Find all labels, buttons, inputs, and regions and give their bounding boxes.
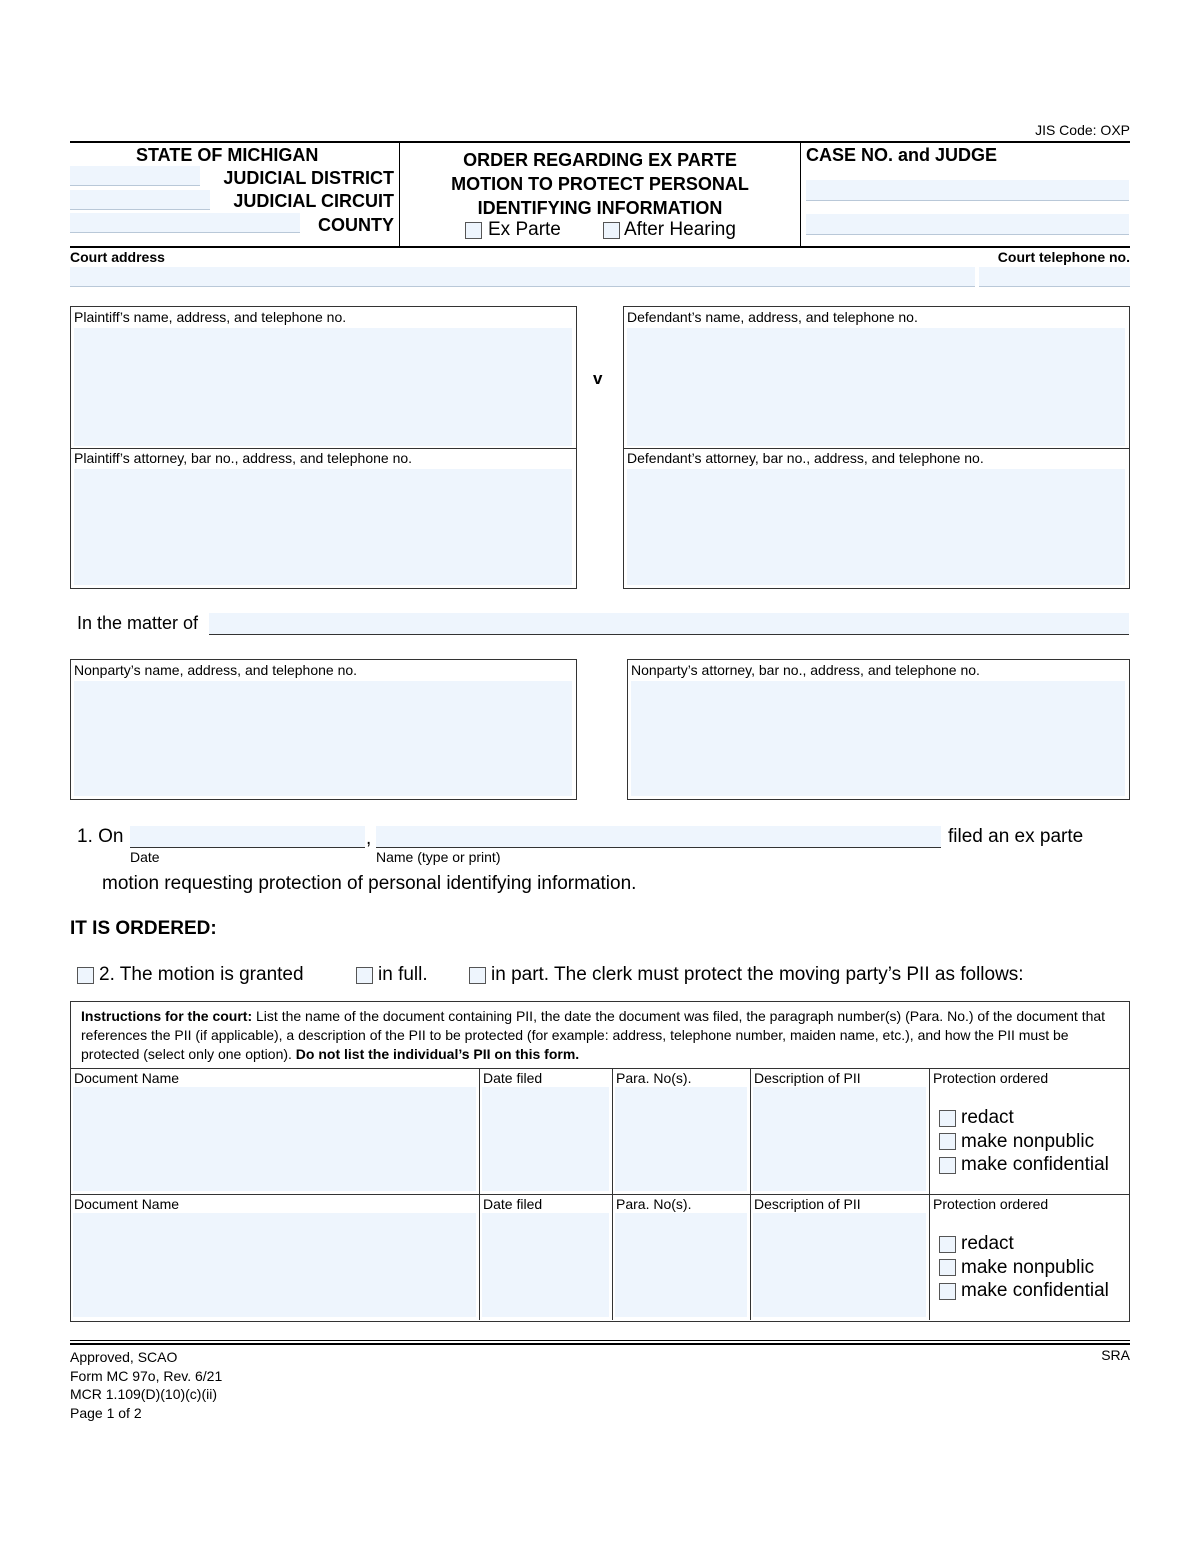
protection-option-redact[interactable]: [939, 1233, 1014, 1255]
title-line-1: ORDER REGARDING EX PARTE: [463, 150, 737, 170]
protection-option-label: make nonpublic: [961, 1130, 1095, 1152]
item2-in-full-checkbox[interactable]: [356, 967, 373, 984]
versus-label: v: [593, 369, 603, 388]
item1-date-caption: Date: [130, 849, 160, 865]
defendant-input[interactable]: [627, 328, 1125, 446]
instructions-text: [81, 1007, 1121, 1064]
header-divider-right: [800, 141, 801, 247]
item1-date-input[interactable]: [130, 826, 365, 848]
county-label: COUNTY: [318, 215, 394, 235]
defendant-attorney-input[interactable]: [627, 469, 1125, 585]
circuit-label: JUDICIAL CIRCUIT: [233, 191, 394, 211]
protection-option-make-nonpublic[interactable]: [939, 1131, 1094, 1153]
item1-comma: ,: [366, 828, 372, 849]
nonparty-attorney-input[interactable]: [631, 681, 1125, 796]
pii-column-label: Date filed: [483, 1070, 543, 1086]
protection-option-redact[interactable]: [939, 1107, 1014, 1129]
matter-input[interactable]: [209, 613, 1129, 635]
footer-mcr: MCR 1.109(D)(10)(c)(ii): [70, 1386, 218, 1402]
ordered-heading: IT IS ORDERED:: [70, 918, 217, 939]
nonparty-section: [70, 659, 577, 800]
item2-in-part-option[interactable]: [469, 964, 1024, 986]
plaintiff-divider: [71, 448, 576, 449]
ex-parte-label: Ex Parte: [488, 219, 561, 240]
nonparty-label: Nonparty’s name, address, and telephone no.: [74, 662, 358, 678]
nonparty-input[interactable]: [74, 681, 572, 796]
protection-checkbox[interactable]: [939, 1110, 956, 1127]
instructions-emphasis: Do not list the individual’s PII on this form.: [295, 1046, 580, 1062]
pii-column-divider: [479, 1194, 480, 1320]
pii-column-label: Para. No(s).: [616, 1196, 692, 1212]
protection-option-make-confidential[interactable]: [939, 1154, 1109, 1176]
pii-column-label: Protection ordered: [933, 1070, 1049, 1086]
protection-option-label: make confidential: [961, 1154, 1109, 1175]
pii-column-divider: [612, 1194, 613, 1320]
form-title: [400, 148, 800, 220]
court-address-label: Court address: [70, 249, 165, 265]
jis-code: JIS Code: OXP: [1035, 122, 1130, 138]
judge-input[interactable]: [806, 214, 1129, 235]
protection-checkbox[interactable]: [939, 1259, 956, 1276]
defendant-attorney-label: Defendant’s attorney, bar no., address, and telephone no.: [627, 450, 984, 466]
protection-option-label: redact: [961, 1233, 1014, 1254]
footer-form: Form MC 97o, Rev. 6/21: [70, 1367, 223, 1384]
protection-checkbox[interactable]: [939, 1236, 956, 1253]
after-hearing-option[interactable]: [603, 219, 736, 241]
item2-label: 2. The motion is granted: [99, 964, 304, 985]
plaintiff-attorney-label: Plaintiff’s attorney, bar no., address, and telephone no.: [74, 450, 413, 466]
item2-in-part-label: in part. The clerk must protect the moving party’s PII as follows:: [491, 964, 1024, 985]
header-top-rule: [70, 141, 1130, 143]
item2-in-part-checkbox[interactable]: [469, 967, 486, 984]
item1-suffix: filed an ex parte: [948, 826, 1084, 847]
protection-option-make-confidential[interactable]: [939, 1280, 1109, 1302]
pii-column-divider: [929, 1068, 930, 1194]
pii-column-label: Document Name: [74, 1070, 180, 1086]
court-address-input[interactable]: [70, 267, 975, 287]
matter-label: In the matter of: [77, 613, 199, 633]
para-no-input[interactable]: [615, 1213, 747, 1317]
date-filed-input[interactable]: [482, 1213, 609, 1317]
pii-column-divider: [750, 1068, 751, 1194]
pii-column-label: Protection ordered: [933, 1196, 1049, 1212]
case-number-input[interactable]: [806, 180, 1129, 201]
nonparty-attorney-section: [627, 659, 1130, 800]
pii-column-label: Para. No(s).: [616, 1070, 692, 1086]
title-line-3: IDENTIFYING INFORMATION: [477, 198, 723, 218]
protection-checkbox[interactable]: [939, 1283, 956, 1300]
pii-column-divider: [750, 1194, 751, 1320]
protection-option-make-nonpublic[interactable]: [939, 1257, 1094, 1279]
court-telephone-input[interactable]: [979, 267, 1130, 287]
item2-granted-option[interactable]: [77, 964, 304, 986]
instructions-lead: Instructions for the court:: [81, 1008, 253, 1024]
protection-option-label: redact: [961, 1107, 1014, 1128]
state-title: STATE OF MICHIGAN: [136, 145, 319, 165]
defendant-label: Defendant’s name, address, and telephone no.: [627, 309, 918, 325]
item1-line2: motion requesting protection of personal identifying information.: [102, 873, 637, 894]
document-name-input[interactable]: [73, 1213, 476, 1317]
circuit-input[interactable]: [70, 190, 210, 210]
nonparty-attorney-label: Nonparty’s attorney, bar no., address, and telephone no.: [631, 662, 980, 678]
defendant-section: [623, 306, 1130, 589]
instructions-divider: [71, 1068, 1129, 1069]
pii-column-divider: [612, 1068, 613, 1194]
title-line-2: MOTION TO PROTECT PERSONAL: [451, 174, 749, 194]
header-bottom-rule: [70, 246, 1130, 248]
item2-in-full-option[interactable]: [356, 964, 428, 986]
ex-parte-option[interactable]: [465, 219, 561, 241]
protection-option-label: make confidential: [961, 1280, 1109, 1301]
protection-option-label: make nonpublic: [961, 1256, 1095, 1278]
pii-column-divider: [929, 1194, 930, 1320]
footer-rule-top: [70, 1340, 1130, 1341]
plaintiff-label: Plaintiff’s name, address, and telephone no.: [74, 309, 347, 325]
para-no-input[interactable]: [615, 1087, 747, 1191]
pii-row-divider: [70, 1194, 1130, 1195]
after-hearing-label: After Hearing: [624, 219, 736, 240]
footer-page: Page 1 of 2: [70, 1404, 142, 1421]
pii-column-label: Date filed: [483, 1196, 543, 1212]
plaintiff-section: [70, 306, 577, 589]
protection-checkbox[interactable]: [939, 1157, 956, 1174]
item1-prefix: 1. On: [77, 826, 124, 847]
court-telephone-label: Court telephone no.: [997, 249, 1130, 265]
after-hearing-checkbox[interactable]: [603, 222, 620, 239]
defendant-divider: [624, 448, 1129, 449]
item2-granted-checkbox[interactable]: [77, 967, 94, 984]
ex-parte-checkbox[interactable]: [465, 222, 482, 239]
item1-name-input[interactable]: [376, 826, 941, 848]
plaintiff-input[interactable]: [74, 328, 572, 446]
footer-rule-bottom: [70, 1343, 1130, 1345]
protection-checkbox[interactable]: [939, 1133, 956, 1150]
county-input[interactable]: [70, 213, 300, 233]
pii-column-label: Description of PII: [754, 1070, 861, 1086]
footer-meta: [70, 1348, 222, 1422]
description-input[interactable]: [753, 1087, 926, 1191]
pii-column-divider: [479, 1068, 480, 1194]
document-name-input[interactable]: [73, 1087, 476, 1191]
footer-approved: Approved, SCAO: [70, 1349, 178, 1365]
district-input[interactable]: [70, 166, 200, 186]
instructions-body: List the name of the document containing PII, the date the document was filed, the paragraph number(s) (Para. No.) of the document that references the PII (if applicable), a description of the PII to be protected (for example: address, telephone number, maiden name, etc.), and how the PII must be protected (select only one option).: [81, 1008, 1106, 1062]
date-filed-input[interactable]: [482, 1087, 609, 1191]
plaintiff-attorney-input[interactable]: [74, 469, 572, 585]
item1-name-caption: Name (type or print): [376, 849, 501, 865]
district-label: JUDICIAL DISTRICT: [223, 168, 394, 188]
case-label: CASE NO. and JUDGE: [806, 145, 998, 165]
footer-sra: SRA: [1101, 1347, 1130, 1363]
pii-column-label: Document Name: [74, 1196, 180, 1212]
pii-column-label: Description of PII: [754, 1196, 861, 1212]
description-input[interactable]: [753, 1213, 926, 1317]
item2-in-full-label: in full.: [378, 964, 428, 985]
